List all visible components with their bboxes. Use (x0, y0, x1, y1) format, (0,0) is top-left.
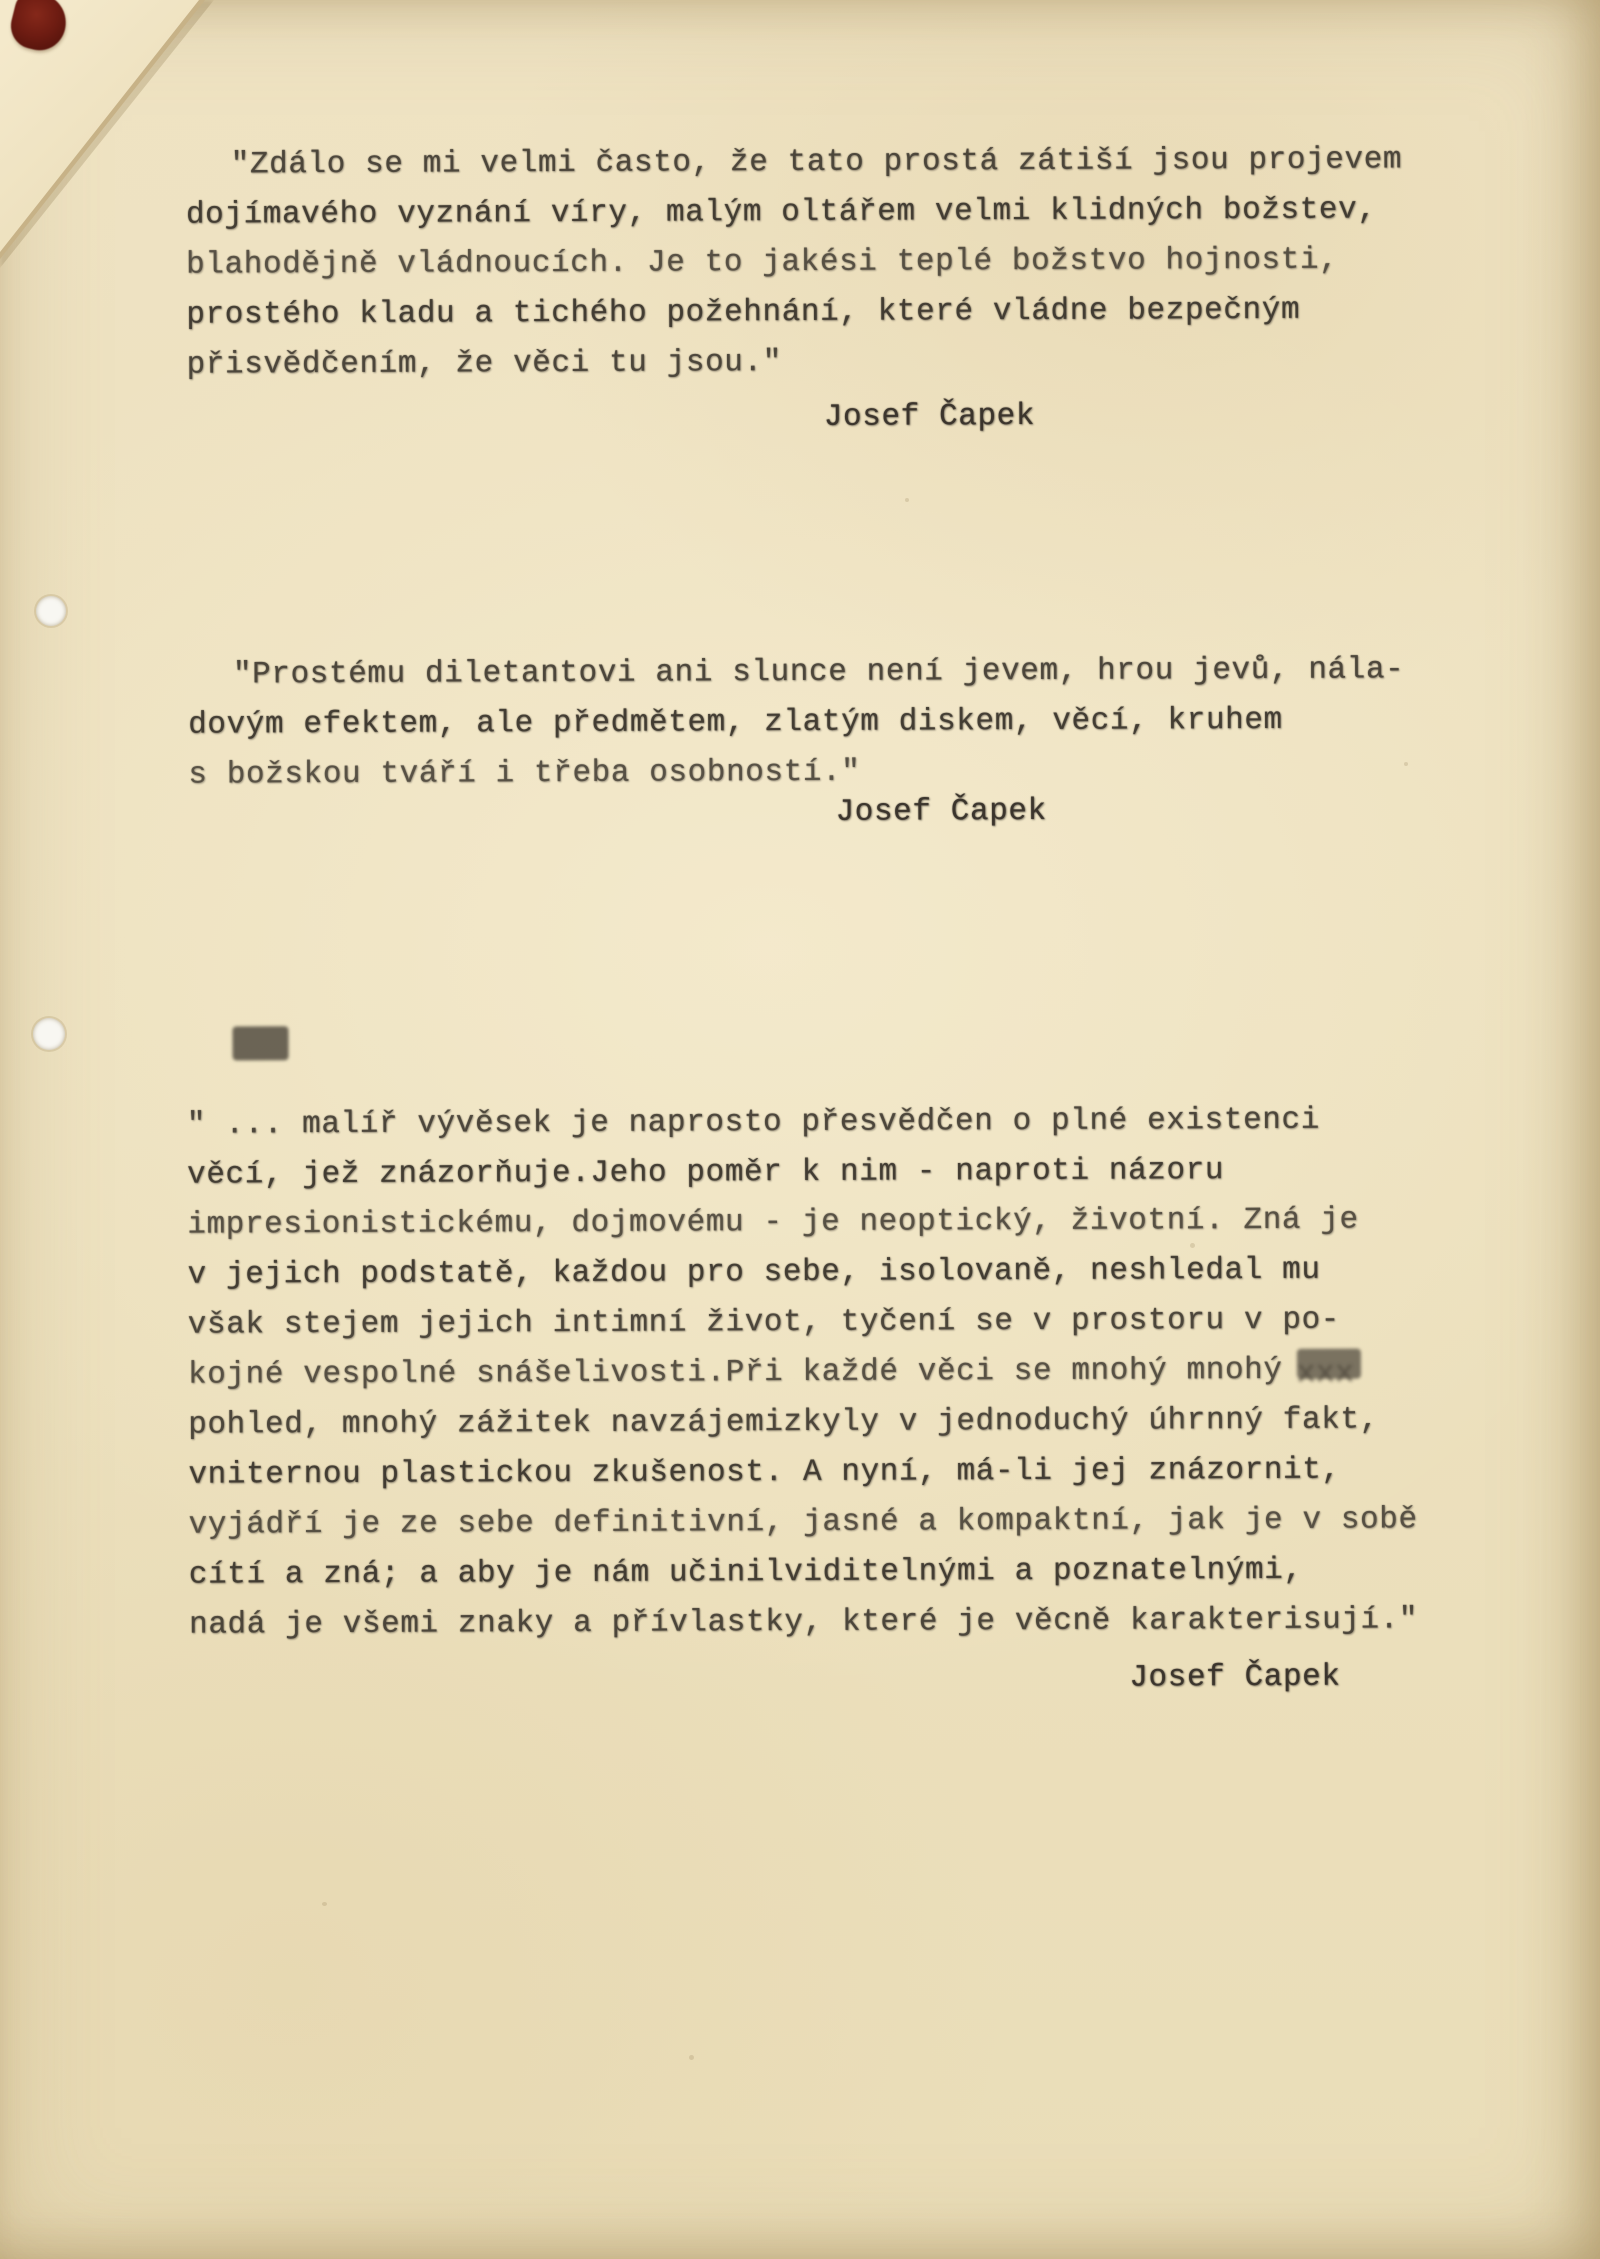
quote-line: "Zdálo se mi velmi často, že tato prostá zátiší jsou projevem (230, 142, 1403, 183)
quote-paragraph-1 (186, 135, 1403, 390)
quote-line: však stejem jejich intimní život, tyčení se v prostoru v po- (187, 1302, 1341, 1343)
quote-paragraph-3 (187, 1095, 1418, 1650)
quote-line: " ... malíř vývěsek je naprosto přesvědčen o plné existenci (186, 1102, 1320, 1143)
quote-line: nadá je všemi znaky a přívlastky, které je věcně karakterisují." (189, 1602, 1419, 1643)
quote-line: "Prostému diletantovi ani slunce není jevem, hrou jevů, nála- (232, 652, 1405, 693)
quote-line: věcí, jež znázorňuje.Jeho poměr k nim - naproti názoru (187, 1153, 1225, 1193)
quote-line: impresionistickému, dojmovému - je neoptický, životní. Zná je (187, 1202, 1359, 1243)
strikeover-mark (232, 1026, 288, 1060)
quote-line: přisvědčením, že věci tu jsou." (186, 345, 782, 383)
quote-line: v jejich podstatě, každou pro sebe, isolovaně, neshledal mu (187, 1252, 1321, 1293)
quote-line: pohled, mnohý zážitek navzájemizkyly v jednoduchý úhrnný fakt, (188, 1402, 1379, 1443)
quote-paragraph-2 (188, 645, 1405, 800)
quote-line (188, 1345, 1417, 1400)
quote-line: cítí a zná; a aby je nám učinilviditelnými a poznatelnými, (188, 1552, 1303, 1593)
quote-line: dojímavého vyznání víry, malým oltářem velmi klidných božstev, (185, 192, 1377, 233)
quote-line: prostého kladu a tichého požehnání, které vládne bezpečným (186, 292, 1301, 333)
quote-line: dovým efektem, ale předmětem, zlatým diskem, věcí, kruhem (188, 702, 1283, 743)
quote-line: vniternou plastickou zkušenost. A nyní, má-li jej znázornit, (188, 1452, 1341, 1493)
quote-attribution: Josef Čapek (823, 398, 1036, 435)
quote-attribution: Josef Čapek (1129, 1659, 1341, 1696)
quote-line: s božskou tváří i třeba osobností." (188, 754, 861, 793)
strikeover-blot: xxx (1296, 1349, 1360, 1379)
quote-attribution: Josef Čapek (835, 793, 1047, 830)
quote-line: vyjádří je ze sebe definitivní, jasné a kompaktní, jak je v sobě (188, 1502, 1418, 1543)
quote-line-text: kojné vespolné snášelivosti.Při každé věci se mnohý mnohý (187, 1352, 1283, 1393)
quote-line: blahodějně vládnoucích. Je to jakési teplé božstvo hojnosti, (186, 242, 1339, 283)
